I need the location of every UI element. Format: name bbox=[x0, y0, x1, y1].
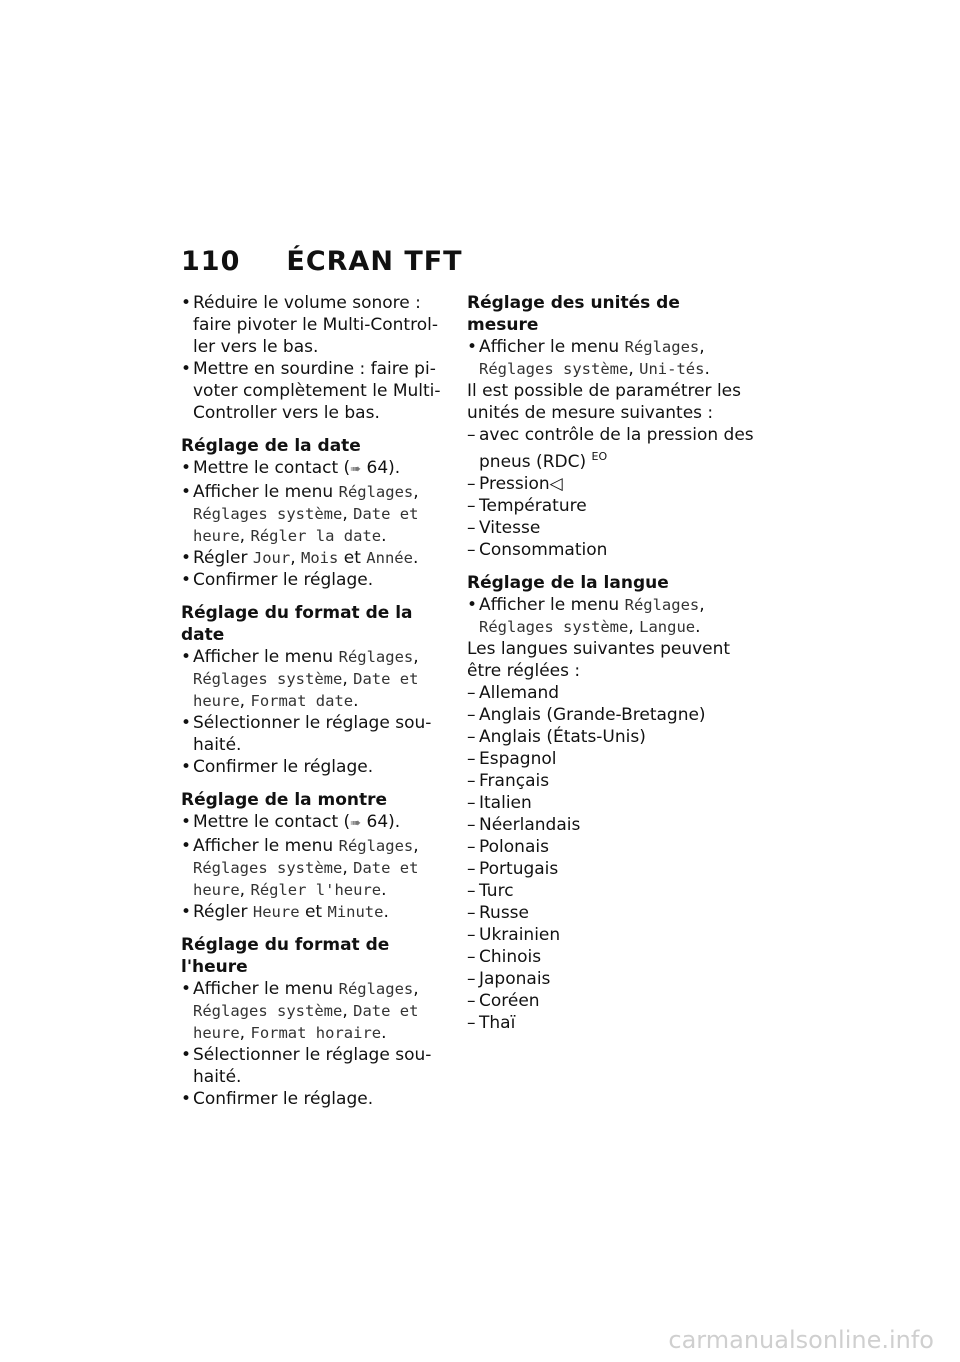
language-item: – Néerlandais bbox=[467, 814, 757, 836]
clock-step-menu: • Afficher le menu Réglages, Réglages système, Date et heure, Régler l'heure. bbox=[181, 835, 446, 901]
menu-path-item: Réglages système bbox=[193, 505, 343, 523]
language-item: – Polonais bbox=[467, 836, 757, 858]
time-format-step-confirm: • Confirmer le réglage. bbox=[181, 1088, 446, 1110]
date-step-ignition: • Mettre le contact (➠ 64). bbox=[181, 457, 446, 481]
left-column bbox=[181, 292, 446, 1110]
language-item: – Portugais bbox=[467, 858, 757, 880]
date-step-menu: • Afficher le menu Réglages, Réglages système, Date et heure, Régler la date. bbox=[181, 481, 446, 547]
units-step-menu: • Afficher le menu Réglages, Réglages système, Uni-tés. bbox=[467, 336, 757, 380]
arrow-right-icon: ➠ bbox=[350, 816, 362, 831]
right-column bbox=[467, 292, 757, 1034]
units-item-rdc: – avec contrôle de la pression des pneus (RDC) $^{EO}$ bbox=[467, 424, 757, 473]
time-format-step-select: • Sélectionner le réglage sou-haité. bbox=[181, 1044, 446, 1088]
language-step-menu: • Afficher le menu Réglages, Réglages système, Langue. bbox=[467, 594, 757, 638]
language-item: – Russe bbox=[467, 902, 757, 924]
language-item: – Allemand bbox=[467, 682, 757, 704]
language-item: – Ukrainien bbox=[467, 924, 757, 946]
units-intro: Il est possible de paramétrer les unités de mesure suivantes : bbox=[467, 381, 741, 423]
language-item: – Italien bbox=[467, 792, 757, 814]
date-step-set: • Régler Jour, Mois et Année. bbox=[181, 547, 446, 569]
watermark-url: carmanualsonline.info bbox=[668, 1326, 934, 1354]
arrow-right-icon: ➠ bbox=[350, 462, 362, 477]
page-ref-link[interactable]: 64 bbox=[366, 458, 389, 478]
language-item: – Anglais (Grande-Bretagne) bbox=[467, 704, 757, 726]
language-item: – Français bbox=[467, 770, 757, 792]
language-list bbox=[467, 682, 757, 1034]
menu-path-item: Réglages bbox=[338, 483, 414, 501]
units-list bbox=[467, 495, 757, 561]
time-format-heading: Réglage du format de l'heure bbox=[181, 935, 390, 977]
units-item: – Vitesse bbox=[467, 517, 757, 539]
clock-heading: Réglage de la montre bbox=[181, 790, 388, 810]
language-item: – Turc bbox=[467, 880, 757, 902]
volume-reduce-step: • Réduire le volume sonore : faire pivoter le Multi-Control-ler vers le bas. bbox=[181, 292, 446, 358]
date-format-heading: Réglage du format de la date bbox=[181, 603, 413, 645]
volume-mute-step: • Mettre en sourdine : faire pi-voter complètement le Multi-Controller vers le bas. bbox=[181, 358, 446, 424]
menu-path-item: Date et heure bbox=[193, 505, 419, 545]
language-item: – Thaï bbox=[467, 1012, 757, 1034]
page-header bbox=[181, 246, 463, 277]
language-item: – Coréen bbox=[467, 990, 757, 1012]
language-heading: Réglage de la langue bbox=[467, 573, 669, 593]
date-step-confirm: • Confirmer le réglage. bbox=[181, 569, 446, 591]
chapter-title: ÉCRAN TFT bbox=[286, 246, 463, 277]
units-item: – Consommation bbox=[467, 539, 757, 561]
units-heading: Réglage des unités de mesure bbox=[467, 293, 680, 335]
page-ref-link[interactable]: 64 bbox=[366, 812, 389, 832]
clock-step-ignition: • Mettre le contact (➠ 64). bbox=[181, 811, 446, 835]
units-item: – Température bbox=[467, 495, 757, 517]
date-format-step-confirm: • Confirmer le réglage. bbox=[181, 756, 446, 778]
language-intro: Les langues suivantes peuvent être réglées : bbox=[467, 639, 731, 681]
page-number: 110 bbox=[181, 246, 241, 277]
language-item: – Anglais (États-Unis) bbox=[467, 726, 757, 748]
date-heading: Réglage de la date bbox=[181, 436, 361, 456]
language-item: – Japonais bbox=[467, 968, 757, 990]
clock-step-set: • Régler Heure et Minute. bbox=[181, 901, 446, 923]
menu-path-item: Régler la date bbox=[250, 527, 382, 545]
language-item: – Chinois bbox=[467, 946, 757, 968]
date-format-step-select: • Sélectionner le réglage sou-haité. bbox=[181, 712, 446, 756]
units-item-pressure: – Pression◁ bbox=[467, 473, 757, 495]
language-item: – Espagnol bbox=[467, 748, 757, 770]
time-format-step-menu: • Afficher le menu Réglages, Réglages système, Date et heure, Format horaire. bbox=[181, 978, 446, 1044]
date-format-step-menu: • Afficher le menu Réglages, Réglages système, Date et heure, Format date. bbox=[181, 646, 446, 712]
